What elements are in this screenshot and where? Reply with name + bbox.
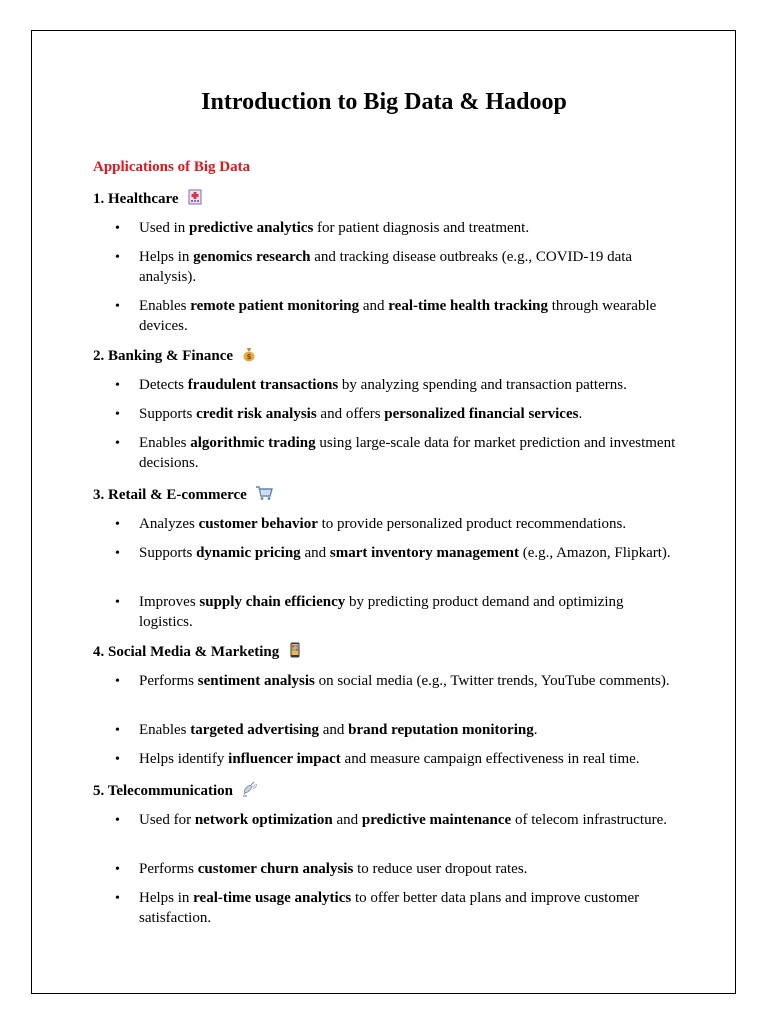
bold-term: supply chain efficiency [199,594,346,610]
text-run: Detects [139,377,188,393]
satellite-antenna-icon [241,781,257,797]
bold-term: genomics research [193,249,311,265]
text-run: Enables [139,298,191,314]
bold-term: network optimization [194,812,333,828]
bold-term: algorithmic trading [190,435,316,451]
bullet-item [139,811,679,831]
category-heading [93,781,257,801]
text-run: Supports [139,545,197,561]
category-label: 5. Telecommunication [93,783,234,799]
bold-term: fraudulent transactions [187,377,339,393]
bold-term: personalized financial services [384,406,579,422]
category-label: 2. Banking & Finance [93,348,234,364]
hospital-icon [187,189,203,205]
text-run: and tracking disease outbreaks (e.g., COVID-19 data analysis). [139,249,633,285]
text-run: Analyzes [139,516,199,532]
text-run: and measure campaign effectiveness in real time. [340,751,640,767]
bullet-item [139,297,679,336]
bullet-item [139,376,679,396]
text-run: Used in [139,220,189,236]
svg-text:$: $ [246,353,252,361]
bullet-item [139,889,679,928]
text-run: (e.g., Amazon, Flipkart). [519,545,671,561]
bold-term: credit risk analysis [196,406,317,422]
text-run: Helps identify [139,751,229,767]
category-heading [93,642,303,662]
bullet-item [139,672,679,692]
bold-term: customer churn analysis [197,861,354,877]
category-heading [93,346,257,366]
text-run: by analyzing spending and transaction patterns. [338,377,627,393]
bullet-item [139,405,679,425]
page-title: Introduction to Big Data & Hadoop [201,89,567,115]
category-heading [93,189,203,209]
category-label: 1. Healthcare [93,191,179,207]
bullet-item [139,750,679,770]
text-run: . [578,406,583,422]
bold-term: predictive analytics [189,220,314,236]
text-run: Performs [139,673,198,689]
bold-term: sentiment analysis [197,673,315,689]
category-label: 4. Social Media & Marketing [93,644,280,660]
bold-term: customer behavior [198,516,318,532]
bold-term: smart inventory management [329,545,519,561]
bold-term: targeted advertising [190,722,319,738]
bold-term: real-time usage analytics [193,890,352,906]
text-run: . [533,722,538,738]
bullet-item [139,434,679,473]
money-bag-icon [241,346,257,362]
text-run: on social media (e.g., Twitter trends, YouTube comments). [314,673,670,689]
bold-term: influencer impact [228,751,341,767]
text-run: Supports [139,406,197,422]
mobile-phone-icon [287,642,303,658]
text-run: by predicting product demand and optimizing logistics. [139,594,624,630]
bold-term: remote patient monitoring [190,298,360,314]
text-run: for patient diagnosis and treatment. [313,220,530,236]
text-run: and offers [316,406,385,422]
text-run: and [318,722,349,738]
bullet-item [139,544,679,564]
bullet-item [139,515,679,535]
text-run: and [332,812,362,828]
text-run: to offer better data plans and improve customer satisfaction. [139,890,640,926]
text-run: Enables [139,722,191,738]
bullet-item [139,593,679,632]
text-run: Used for [139,812,195,828]
category-label: 3. Retail & E-commerce [93,487,247,503]
text-run: Enables [139,435,191,451]
bold-term: brand reputation monitoring [348,722,534,738]
text-run: to reduce user dropout rates. [353,861,528,877]
bullet-item [139,721,679,741]
text-run: to provide personalized product recommendations. [317,516,627,532]
category-heading [93,485,271,505]
bullet-item [139,219,679,239]
text-run: through wearable devices. [139,298,657,334]
text-run: and [300,545,330,561]
bold-term: predictive maintenance [361,812,512,828]
section-heading: Applications of Big Data [93,159,251,175]
shopping-cart-icon [255,485,271,501]
text-run: Helps in [139,249,194,265]
bold-term: real-time health tracking [388,298,548,314]
text-run: and [359,298,389,314]
text-run: Performs [139,861,198,877]
bold-term: dynamic pricing [196,545,301,561]
text-run: of telecom infrastructure. [511,812,667,828]
text-run: Helps in [139,890,194,906]
bullet-item [139,860,679,880]
text-run: using large-scale data for market prediction and investment decisions. [139,435,676,471]
bullet-item [139,248,679,287]
text-run: Improves [139,594,200,610]
